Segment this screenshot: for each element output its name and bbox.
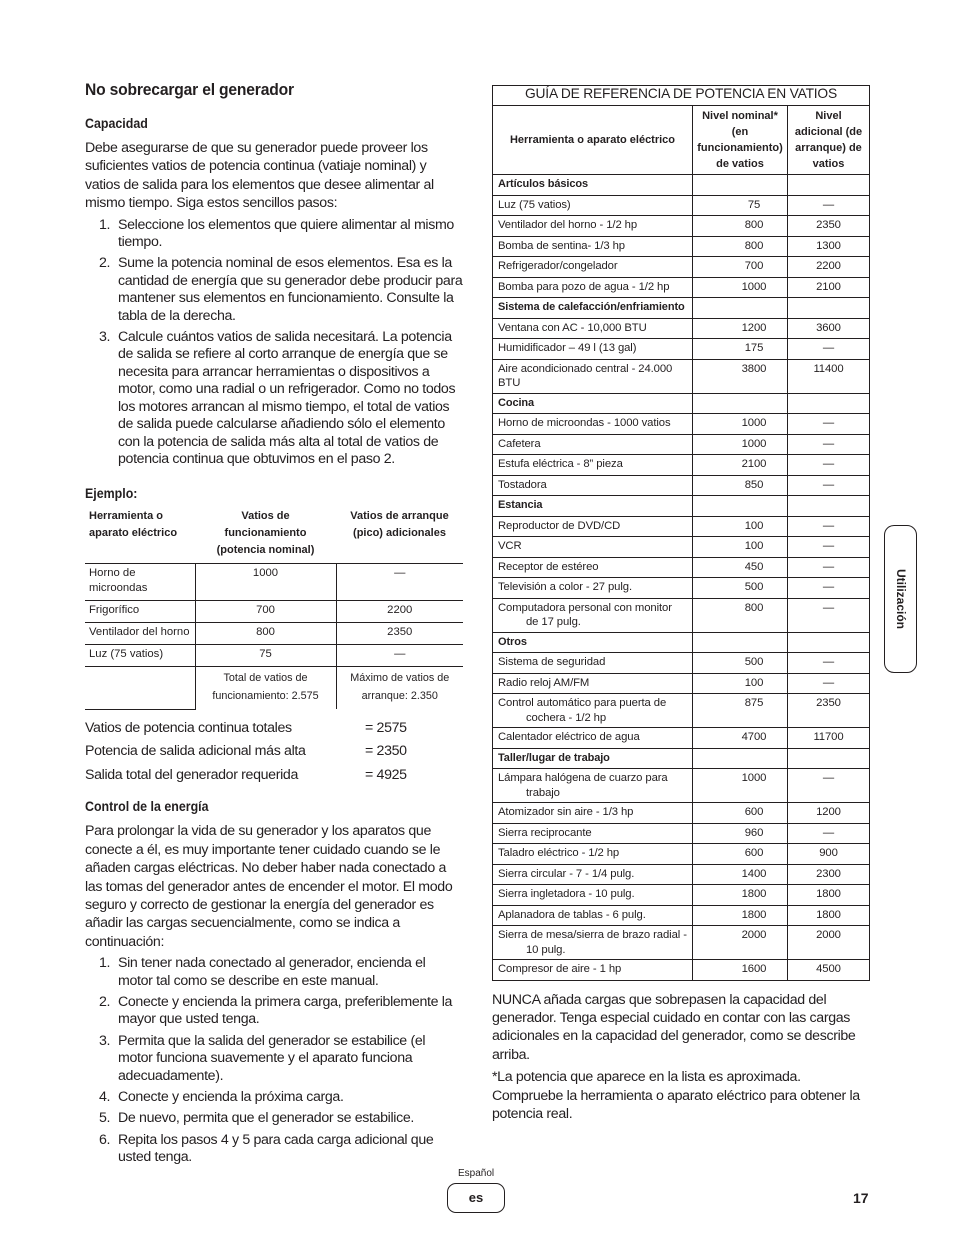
item-start-watts: 2350 [788,216,870,237]
list-item: 4. Conecte y encienda la próxima carga. [99,1089,344,1105]
example-table [85,505,463,710]
item-start-watts: 2300 [788,864,870,885]
item-run-watts: 100 [693,673,788,694]
table-row [493,803,870,824]
item-run-watts: 2100 [693,455,788,476]
item-name: Aire acondicionado central - 24.000 BTU [493,359,693,393]
item-run-watts: 4700 [693,728,788,749]
list-item: 2. Conecte y encienda la primera carga, preferiblemente la mayor que usted tenga. [99,993,453,1028]
item-name: Televisión a color - 27 pulg. [493,578,693,599]
table-row [493,598,870,632]
total-run: Total de vatios de funcionamiento: 2.575 [195,667,336,710]
item-start-watts: — [788,653,870,674]
item-run-watts: 800 [693,216,788,237]
item-run-watts: 700 [693,257,788,278]
item-run-watts: 500 [693,653,788,674]
item-name: Sierra circular - 7 - 1/4 pulg. [493,864,693,885]
item-name: Calentador eléctrico de agua [493,728,693,749]
section-row [493,632,870,653]
item-name: Refrigerador/congelador [493,257,693,278]
table-row [493,414,870,435]
table-row [493,694,870,728]
table-row: Luz (75 vatios) 75 — [85,645,463,667]
item-name: Humidificador – 49 l (13 gal) [493,339,693,360]
section-tab-label: Utilización [893,568,908,630]
item-start-watts: — [788,434,870,455]
item-name: Receptor de estéreo [493,557,693,578]
item-start-watts: 11700 [788,728,870,749]
table-row [493,339,870,360]
table-row [493,653,870,674]
item-run-watts: 1000 [693,414,788,435]
item-name: Reproductor de DVD/CD [493,516,693,537]
table-row [493,359,870,393]
item-start-watts: 2100 [788,277,870,298]
section-row [493,175,870,196]
reference-table [492,85,870,981]
item-start-watts: — [788,455,870,476]
item-start-watts: 11400 [788,359,870,393]
energy-heading: Control de la energía [85,799,209,815]
item-name: Tostadora [493,475,693,496]
item-run-watts: 1800 [693,885,788,906]
max-start: Máximo de vatios de arranque: 2.350 [336,667,463,710]
section-title: Cocina [493,393,693,414]
example-col-tool: Herramienta o aparato eléctrico [85,505,195,564]
list-item: 3. Calcule cuántos vatios de salida necesitará. La potencia de salida se refiere al corto arranque de energía que se necesita para arrancar herramientas o dispositivos a motor, como una radial o un refrigerador. Como no todos los motores arrancan al mismo tiempo, el total de vatios de salida puede calcularse añadiendo sólo el elemento con la potencia de salida más alta al total de vatios de potencia continua que obtuvimos en el paso 2. [99,329,456,467]
table-row [493,318,870,339]
item-run-watts: 800 [693,236,788,257]
item-run-watts: 500 [693,578,788,599]
section-row [493,393,870,414]
table-row [493,236,870,257]
item-run-watts: 960 [693,823,788,844]
section-title: Sistema de calefacción/enfriamiento [493,298,693,319]
table-row [493,885,870,906]
item-start-watts: — [788,673,870,694]
item-start-watts: — [788,557,870,578]
table-row [493,516,870,537]
table-row [493,960,870,981]
item-name: Cafetera [493,434,693,455]
item-name: Luz (75 vatios) [493,195,693,216]
list-item: 6. Repita los pasos 4 y 5 para cada carga adicional que usted tenga. [99,1131,434,1166]
table-row [493,926,870,960]
item-start-watts: 1800 [788,905,870,926]
item-name: Ventana con AC - 10,000 BTU [493,318,693,339]
table-row [493,195,870,216]
section-tab [884,525,917,673]
item-name: VCR [493,537,693,558]
item-run-watts: 175 [693,339,788,360]
section-title: Artículos básicos [493,175,693,196]
item-start-watts: — [788,537,870,558]
capacity-heading: Capacidad [85,116,148,131]
item-run-watts: 75 [693,195,788,216]
item-start-watts: — [788,339,870,360]
section-row [493,748,870,769]
capacity-intro: Debe asegurarse de que su generador puede proveer los suficientes vatios de potencia continua (vatiaje nominal) y vatios de salida para los elementos que desee alimentar al mismo tiempo. Siga estos sencillos pasos: [85,140,434,212]
list-item: 1. Sin tener nada conectado al generador, encienda el motor tal como se describe en este manual. [99,955,426,989]
item-name: Radio reloj AM/FM [493,673,693,694]
item-run-watts: 1800 [693,905,788,926]
item-start-watts: — [788,516,870,537]
item-name: Sierra de mesa/sierra de brazo radial - 10 pulg. [493,926,693,960]
table-row-total [85,667,463,710]
item-run-watts: 850 [693,475,788,496]
energy-intro: Para prolongar la vida de su generador y los aparatos que conecte a él, es muy importante tener cuidado cuando se le añaden cargas eléctricas. No deber haber nada conectado a las tomas del generador antes de encender el motor. El modo seguro y correcto de gestionar la energía del generador es añadir las cargas secuencialmente, como se indica a continuación: [85,823,453,950]
item-run-watts: 800 [693,598,788,632]
item-run-watts: 3800 [693,359,788,393]
section-row [493,298,870,319]
list-item: 2. Sume la potencia nominal de esos elementos. Esa es la cantidad de energía que su generador debe producir para mantener sus elementos en funcionamiento. Consulte la tabla de la derecha. [99,255,463,324]
item-start-watts: 1200 [788,803,870,824]
table-row [493,475,870,496]
reference-caption: GUÍA DE REFERENCIA DE POTENCIA EN VATIOS [493,86,870,106]
list-item: 3. Permita que la salida del generador se estabilice (el motor funciona suavemente y el aparato funciona adecuadamente). [99,1032,426,1084]
reference-col-run: Nivel nominal* (en funcionamiento) de vatios [693,106,788,175]
item-start-watts: — [788,823,870,844]
left-column [85,80,463,1171]
item-name: Estufa eléctrica - 8” pieza [493,455,693,476]
item-name: Bomba para pozo de agua - 1/2 hp [493,277,693,298]
item-run-watts: 2000 [693,926,788,960]
item-run-watts: 100 [693,537,788,558]
table-row [493,257,870,278]
item-start-watts: — [788,769,870,803]
item-run-watts: 100 [693,516,788,537]
footnote: *La potencia que aparece en la lista es aproximada. Compruebe la herramienta o aparato eléctrico para obtener la potencia real. [492,1069,860,1122]
item-name: Control automático para puerta de cochera - 1/2 hp [493,694,693,728]
energy-steps [85,955,463,1166]
section-title: Taller/lugar de trabajo [493,748,693,769]
example-heading: Ejemplo: [85,486,138,502]
item-start-watts: — [788,598,870,632]
footer-lang-code: es [447,1183,505,1213]
item-run-watts: 600 [693,844,788,865]
item-name: Horno de microondas - 1000 vatios [493,414,693,435]
example-col-start: Vatios de arranque (pico) adicionales [336,505,463,564]
item-start-watts: — [788,578,870,599]
table-row: Horno de microondas 1000 — [85,564,463,601]
item-name: Ventilador del horno - 1/2 hp [493,216,693,237]
item-name: Taladro eléctrico - 1/2 hp [493,844,693,865]
item-start-watts: — [788,475,870,496]
table-row: Frigorífico 700 2200 [85,601,463,623]
page-title: No sobrecargar el generador [85,80,294,99]
item-start-watts: 900 [788,844,870,865]
table-row [493,578,870,599]
table-row [493,277,870,298]
item-run-watts: 1000 [693,434,788,455]
item-name: Sistema de seguridad [493,653,693,674]
item-name: Compresor de aire - 1 hp [493,960,693,981]
item-name: Sierra reciprocante [493,823,693,844]
table-row [493,864,870,885]
list-item: 5. De nuevo, permita que el generador se estabilice. [99,1110,414,1127]
item-start-watts: 1800 [788,885,870,906]
item-run-watts: 450 [693,557,788,578]
section-row [493,496,870,517]
item-name: Aplanadora de tablas - 6 pulg. [493,905,693,926]
right-column [492,85,870,1123]
item-run-watts: 1200 [693,318,788,339]
table-row [493,673,870,694]
item-start-watts: 3600 [788,318,870,339]
item-run-watts: 1600 [693,960,788,981]
table-row [493,769,870,803]
reference-col-start: Nivel adicional (de arranque) de vatios [788,106,870,175]
table-row [493,537,870,558]
item-run-watts: 1000 [693,277,788,298]
item-start-watts: 1300 [788,236,870,257]
example-col-run: Vatios de funcionamiento (potencia nominal) [195,505,336,564]
item-start-watts: 2000 [788,926,870,960]
item-run-watts: 600 [693,803,788,824]
item-name: Lámpara halógena de cuarzo para trabajo [493,769,693,803]
capacity-steps [85,217,463,469]
item-name: Atomizador sin aire - 1/3 hp [493,803,693,824]
item-name: Bomba de sentina- 1/3 hp [493,236,693,257]
item-name: Computadora personal con monitor de 17 pulg. [493,598,693,632]
table-row [493,216,870,237]
table-row [493,728,870,749]
footer-language: Español [458,1168,495,1179]
item-run-watts: 875 [693,694,788,728]
table-row [493,844,870,865]
item-name: Sierra ingletadora - 10 pulg. [493,885,693,906]
item-start-watts: 2350 [788,694,870,728]
table-row [493,823,870,844]
item-run-watts: 1000 [693,769,788,803]
section-title: Estancia [493,496,693,517]
item-run-watts: 1400 [693,864,788,885]
table-row [493,455,870,476]
item-start-watts: 2200 [788,257,870,278]
reference-col-tool: Herramienta o aparato eléctrico [493,106,693,175]
item-start-watts: 4500 [788,960,870,981]
list-item: 1. Seleccione los elementos que quiere alimentar al mismo tiempo. [99,216,454,251]
table-row [493,434,870,455]
table-row: Ventilador del horno 800 2350 [85,623,463,645]
item-start-watts: — [788,195,870,216]
page-number: 17 [853,1190,869,1206]
table-row [493,557,870,578]
summary: Vatios de potencia continua totales = 2575 Potencia de salida adicional más alta = 2350 Salida total del generador requerida = 4925 [85,719,407,783]
table-row [493,905,870,926]
section-title: Otros [493,632,693,653]
item-start-watts: — [788,414,870,435]
warning-note: NUNCA añada cargas que sobrepasen la capacidad del generador. Tenga especial cuidado en contar con las cargas adicionales en la capacidad del generador, como se describe arriba. [492,991,856,1063]
